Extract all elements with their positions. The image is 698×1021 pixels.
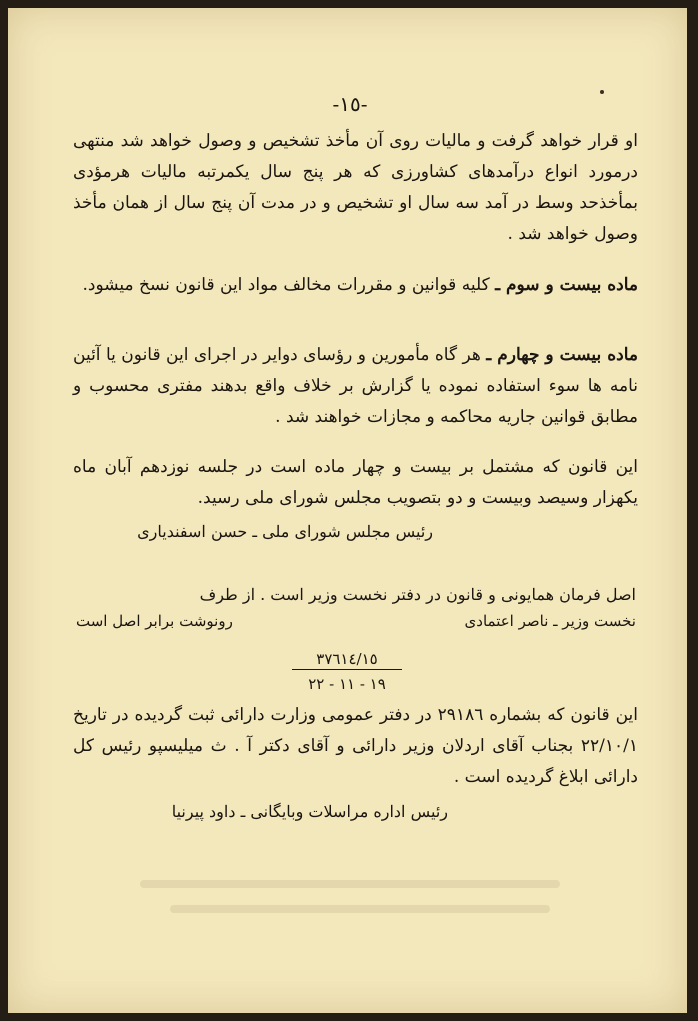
reference-date: ١٩ - ١١ - ٢٢	[308, 675, 386, 693]
bleed-through-mark	[170, 905, 550, 913]
paragraph-continuation: او قرار خواهد گرفت و مالیات روی آن مأخذ تشخیص و وصول خواهد شد منتهی درمورد انواع درآمدهای کشاورزی که هر پنج سال یکمرتبه مالیات هرمؤدی بمأخذحد وسط در آمد سه سال او تشخیص و در مدت آن پنج سال از همان مأخذ وصول خواهد شد .	[73, 131, 638, 244]
bleed-through-mark	[140, 880, 560, 888]
article-23	[73, 270, 638, 301]
article-23-heading: ماده بیست و سوم ـ	[495, 275, 638, 295]
ratification-paragraph: این قانون که مشتمل بر بیست و چهار ماده است در جلسه نوزدهم آبان ماه یکهزار وسیصد وبیست و دو بتصویب مجلس شورای ملی رسید.	[73, 457, 638, 508]
prime-minister-name: نخست وزیر ـ ناصر اعتمادی	[464, 612, 636, 630]
reference-number: ٣٧٦١٤/١٥	[292, 650, 402, 670]
speaker-signature: رئیس مجلس شورای ملی ـ حسن اسفندیاری	[137, 522, 433, 541]
article-24-body: هر گاه مأمورین و رؤسای دوایر در اجرای این قانون یا آئین نامه ها سوء استفاده نموده یا گزارش بر خلاف واقع بدهند مفتری محسوب و مطابق قوانین جاریه محاکمه و مجازات خواهند شد .	[73, 345, 638, 427]
certified-copy-note: رونوشت برابر اصل است	[76, 612, 233, 630]
registration-paragraph: این قانون که بشماره ٢٩١٨٦ در دفتر عمومی وزارت دارائی ثبت گردیده در تاریخ ٢٢/١٠/١ بجناب آقای اردلان وزیر دارائی و آقای دکتر آ . ث میلیسپو رئیس کل دارائی ابلاغ گردیده است .	[73, 705, 638, 787]
prime-minister-line	[76, 612, 636, 630]
archive-signature: رئیس اداره مراسلات وبایگانی ـ داود پیرنیا	[171, 802, 448, 821]
article-23-body: کلیه قوانین و مقررات مخالف مواد این قانون نسخ میشود.	[82, 275, 496, 295]
ink-dot	[600, 90, 604, 94]
original-decree-note: اصل فرمان همایونی و قانون در دفتر نخست وزیر است . از طرف	[199, 585, 636, 604]
article-24-heading: ماده بیست و چهارم ـ	[486, 345, 638, 365]
article-24	[73, 340, 638, 433]
page-number: -١٥-	[332, 92, 368, 116]
